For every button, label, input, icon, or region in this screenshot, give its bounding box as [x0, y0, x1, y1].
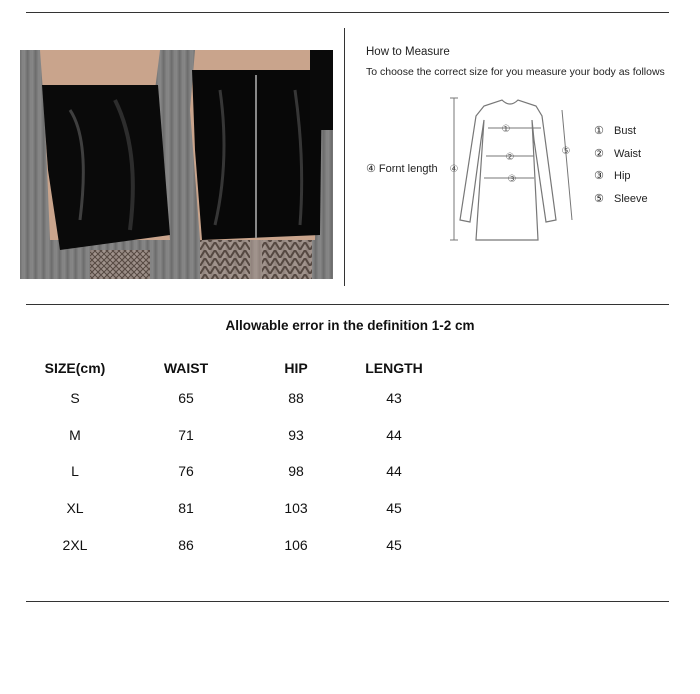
- allowable-error-caption: Allowable error in the definition 1-2 cm: [225, 318, 475, 333]
- cell-waist: 81: [178, 500, 194, 517]
- size-chart-table: [32, 356, 450, 563]
- table-row: [32, 380, 450, 417]
- legend-item: ② Waist: [594, 147, 642, 160]
- measure-legend: [594, 120, 648, 210]
- cell-size: XL: [66, 500, 84, 517]
- cell-length: 45: [386, 536, 402, 553]
- legend-item: ③ Hip: [594, 170, 631, 182]
- bust-mark: ①: [501, 124, 511, 135]
- table-row: [32, 490, 450, 527]
- table-row: [32, 453, 450, 490]
- front-mark: ④: [449, 164, 459, 175]
- hip-mark: ③: [507, 174, 517, 185]
- skirt-photo-illustration: [20, 50, 333, 279]
- how-to-measure-panel: [366, 40, 676, 290]
- dress-measurement-diagram: [366, 90, 596, 295]
- cell-hip: 106: [284, 536, 308, 553]
- cell-hip: 88: [288, 390, 304, 407]
- top-divider: [26, 12, 669, 13]
- header-length: LENGTH: [365, 360, 423, 376]
- cell-length: 43: [386, 390, 402, 407]
- header-waist: WAIST: [163, 360, 209, 376]
- cell-waist: 86: [178, 536, 194, 553]
- cell-length: 45: [386, 500, 402, 517]
- cell-size: L: [71, 463, 79, 480]
- cell-hip: 103: [284, 500, 308, 517]
- legend-item: ① Bust: [594, 125, 637, 137]
- cell-size: M: [69, 426, 81, 443]
- sleeve-mark: ⑤: [561, 146, 571, 157]
- table-row: [32, 417, 450, 454]
- table-row: [32, 526, 450, 563]
- front-length-label: ④ Fornt length: [366, 163, 438, 175]
- cell-waist: 76: [178, 463, 194, 480]
- bottom-divider: [26, 601, 669, 602]
- cell-waist: 65: [178, 390, 194, 407]
- header-hip: HIP: [284, 360, 308, 376]
- vertical-divider: [344, 28, 345, 286]
- cell-waist: 71: [178, 426, 194, 443]
- middle-divider: [26, 304, 669, 305]
- cell-length: 44: [386, 426, 402, 443]
- legend-item: ⑤ Sleeve: [594, 192, 648, 205]
- measure-subtitle: To choose the correct size for you measure your body as follows: [366, 66, 665, 78]
- cell-length: 44: [386, 463, 402, 480]
- table-header-row: [32, 356, 450, 380]
- header-size: SIZE(cm): [44, 360, 106, 376]
- cell-size: 2XL: [62, 536, 88, 553]
- cell-hip: 98: [288, 463, 304, 480]
- cell-hip: 93: [288, 426, 304, 443]
- product-photo: [20, 50, 333, 279]
- waist-mark: ②: [505, 152, 515, 163]
- cell-size: S: [70, 390, 80, 407]
- measure-title: How to Measure: [366, 46, 450, 58]
